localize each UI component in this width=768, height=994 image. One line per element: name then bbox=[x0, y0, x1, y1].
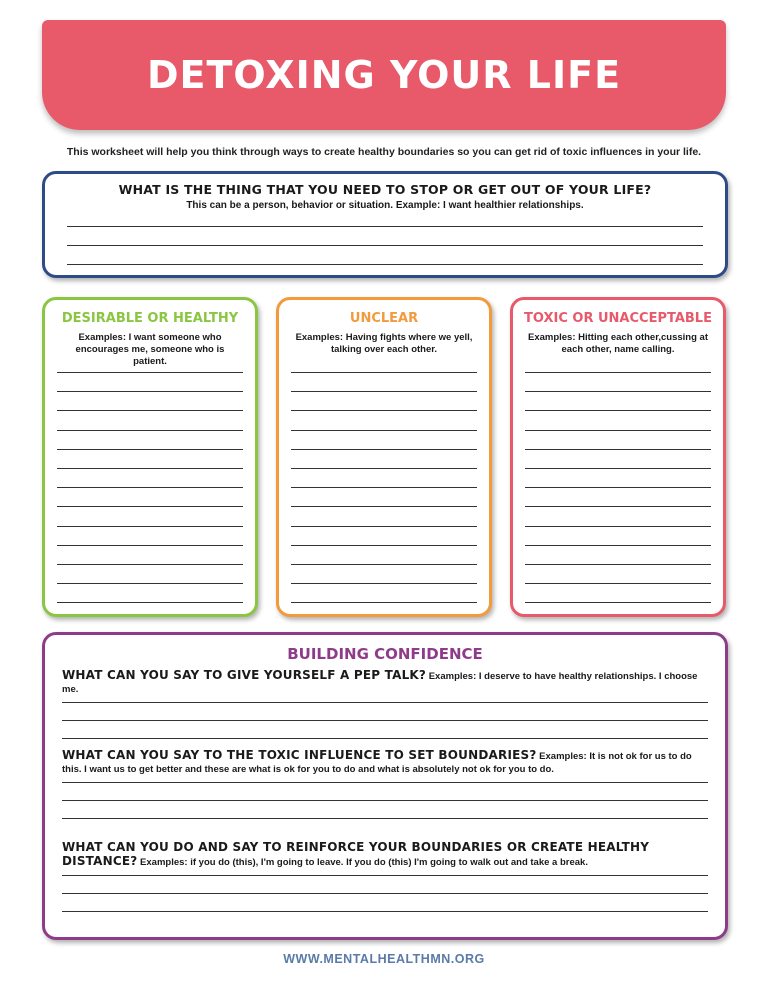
writing-line[interactable] bbox=[57, 602, 243, 603]
column-examples: Examples: Hitting each other,cussing at each other, name calling. bbox=[527, 332, 709, 355]
writing-line[interactable] bbox=[57, 468, 243, 469]
writing-line[interactable] bbox=[62, 800, 708, 801]
prompt-examples: Examples: I deserve to have healthy relationships. I choose me. bbox=[62, 671, 698, 695]
prompt bbox=[62, 841, 708, 869]
reinforce-section bbox=[62, 841, 708, 929]
writing-line[interactable] bbox=[291, 391, 477, 392]
column-title: DESIRABLE OR HEALTHY bbox=[61, 311, 239, 326]
writing-line[interactable] bbox=[291, 545, 477, 546]
writing-line[interactable] bbox=[525, 372, 711, 373]
healthy-column bbox=[42, 297, 258, 617]
writing-line[interactable] bbox=[291, 372, 477, 373]
writing-line[interactable] bbox=[525, 564, 711, 565]
writing-line[interactable] bbox=[67, 264, 703, 265]
writing-line[interactable] bbox=[62, 738, 708, 739]
writing-line[interactable] bbox=[525, 487, 711, 488]
writing-line[interactable] bbox=[57, 506, 243, 507]
question-subtitle: This can be a person, behavior or situation. Example: I want healthier relationships. bbox=[186, 200, 584, 211]
page-title: DETOXING YOUR LIFE bbox=[146, 53, 622, 97]
writing-line[interactable] bbox=[67, 245, 703, 246]
writing-line[interactable] bbox=[525, 449, 711, 450]
prompt-question: WHAT CAN YOU SAY TO GIVE YOURSELF A PEP TALK? bbox=[62, 668, 427, 682]
writing-line[interactable] bbox=[57, 583, 243, 584]
writing-line[interactable] bbox=[57, 430, 243, 431]
question-title: WHAT IS THE THING THAT YOU NEED TO STOP OR GET OUT OF YOUR LIFE? bbox=[118, 182, 652, 197]
writing-line[interactable] bbox=[525, 506, 711, 507]
answer-lines bbox=[62, 782, 708, 819]
column-examples: Examples: I want someone who encourages me, someone who is patient. bbox=[75, 332, 225, 367]
writing-line[interactable] bbox=[62, 702, 708, 703]
prompt-examples: Examples: It is not ok for us to do this. I want us to get better and these are what is ok for you to do and what is absolutely not ok for you to do. bbox=[62, 751, 692, 775]
column-lines bbox=[525, 372, 711, 621]
writing-line[interactable] bbox=[62, 893, 708, 894]
website-url[interactable]: WWW.MENTALHEALTHMN.ORG bbox=[283, 952, 485, 966]
column-lines bbox=[57, 372, 243, 621]
column-lines bbox=[291, 372, 477, 621]
column-title: UNCLEAR bbox=[349, 311, 419, 326]
column-title: TOXIC OR UNACCEPTABLE bbox=[524, 311, 712, 326]
writing-line[interactable] bbox=[62, 782, 708, 783]
writing-line[interactable] bbox=[57, 564, 243, 565]
writing-line[interactable] bbox=[291, 602, 477, 603]
answer-lines bbox=[62, 875, 708, 912]
writing-line[interactable] bbox=[57, 545, 243, 546]
prompt bbox=[62, 749, 708, 776]
prompt-examples: Examples: if you do (this), I'm going to leave. If you do (this) I'm going to walk out and take a break. bbox=[137, 857, 588, 868]
writing-line[interactable] bbox=[62, 818, 708, 819]
answer-lines bbox=[67, 226, 703, 283]
writing-line[interactable] bbox=[525, 468, 711, 469]
writing-line[interactable] bbox=[291, 410, 477, 411]
writing-line[interactable] bbox=[57, 410, 243, 411]
prompt-question: WHAT CAN YOU DO AND SAY TO REINFORCE YOUR BOUNDARIES OR CREATE HEALTHY DISTANCE? bbox=[62, 840, 650, 868]
question-box bbox=[42, 171, 728, 278]
toxic-column bbox=[510, 297, 726, 617]
writing-line[interactable] bbox=[57, 487, 243, 488]
writing-line[interactable] bbox=[525, 526, 711, 527]
writing-line[interactable] bbox=[62, 875, 708, 876]
boundaries-section bbox=[62, 749, 708, 836]
writing-line[interactable] bbox=[62, 911, 708, 912]
prompt-question: WHAT CAN YOU SAY TO THE TOXIC INFLUENCE TO SET BOUNDARIES? bbox=[62, 748, 537, 762]
title-banner bbox=[42, 20, 726, 130]
intro-text: This worksheet will help you think through ways to create healthy boundaries so you can get rid of toxic influences in your life. bbox=[66, 146, 702, 158]
writing-line[interactable] bbox=[291, 468, 477, 469]
writing-line[interactable] bbox=[525, 602, 711, 603]
writing-line[interactable] bbox=[67, 226, 703, 227]
writing-line[interactable] bbox=[525, 430, 711, 431]
writing-line[interactable] bbox=[525, 583, 711, 584]
pep-talk-section bbox=[62, 669, 708, 756]
writing-line[interactable] bbox=[291, 526, 477, 527]
writing-line[interactable] bbox=[291, 583, 477, 584]
writing-line[interactable] bbox=[525, 410, 711, 411]
section-title: BUILDING CONFIDENCE bbox=[287, 645, 483, 663]
writing-line[interactable] bbox=[291, 449, 477, 450]
building-confidence-box bbox=[42, 632, 728, 940]
writing-line[interactable] bbox=[525, 391, 711, 392]
writing-line[interactable] bbox=[57, 526, 243, 527]
writing-line[interactable] bbox=[57, 391, 243, 392]
writing-line[interactable] bbox=[62, 720, 708, 721]
writing-line[interactable] bbox=[291, 506, 477, 507]
writing-line[interactable] bbox=[291, 430, 477, 431]
column-examples: Examples: Having fights where we yell, talking over each other. bbox=[295, 332, 473, 355]
writing-line[interactable] bbox=[291, 564, 477, 565]
writing-line[interactable] bbox=[291, 487, 477, 488]
writing-line[interactable] bbox=[525, 545, 711, 546]
writing-line[interactable] bbox=[57, 449, 243, 450]
unclear-column bbox=[276, 297, 492, 617]
answer-lines bbox=[62, 702, 708, 739]
prompt bbox=[62, 669, 708, 696]
writing-line[interactable] bbox=[57, 372, 243, 373]
